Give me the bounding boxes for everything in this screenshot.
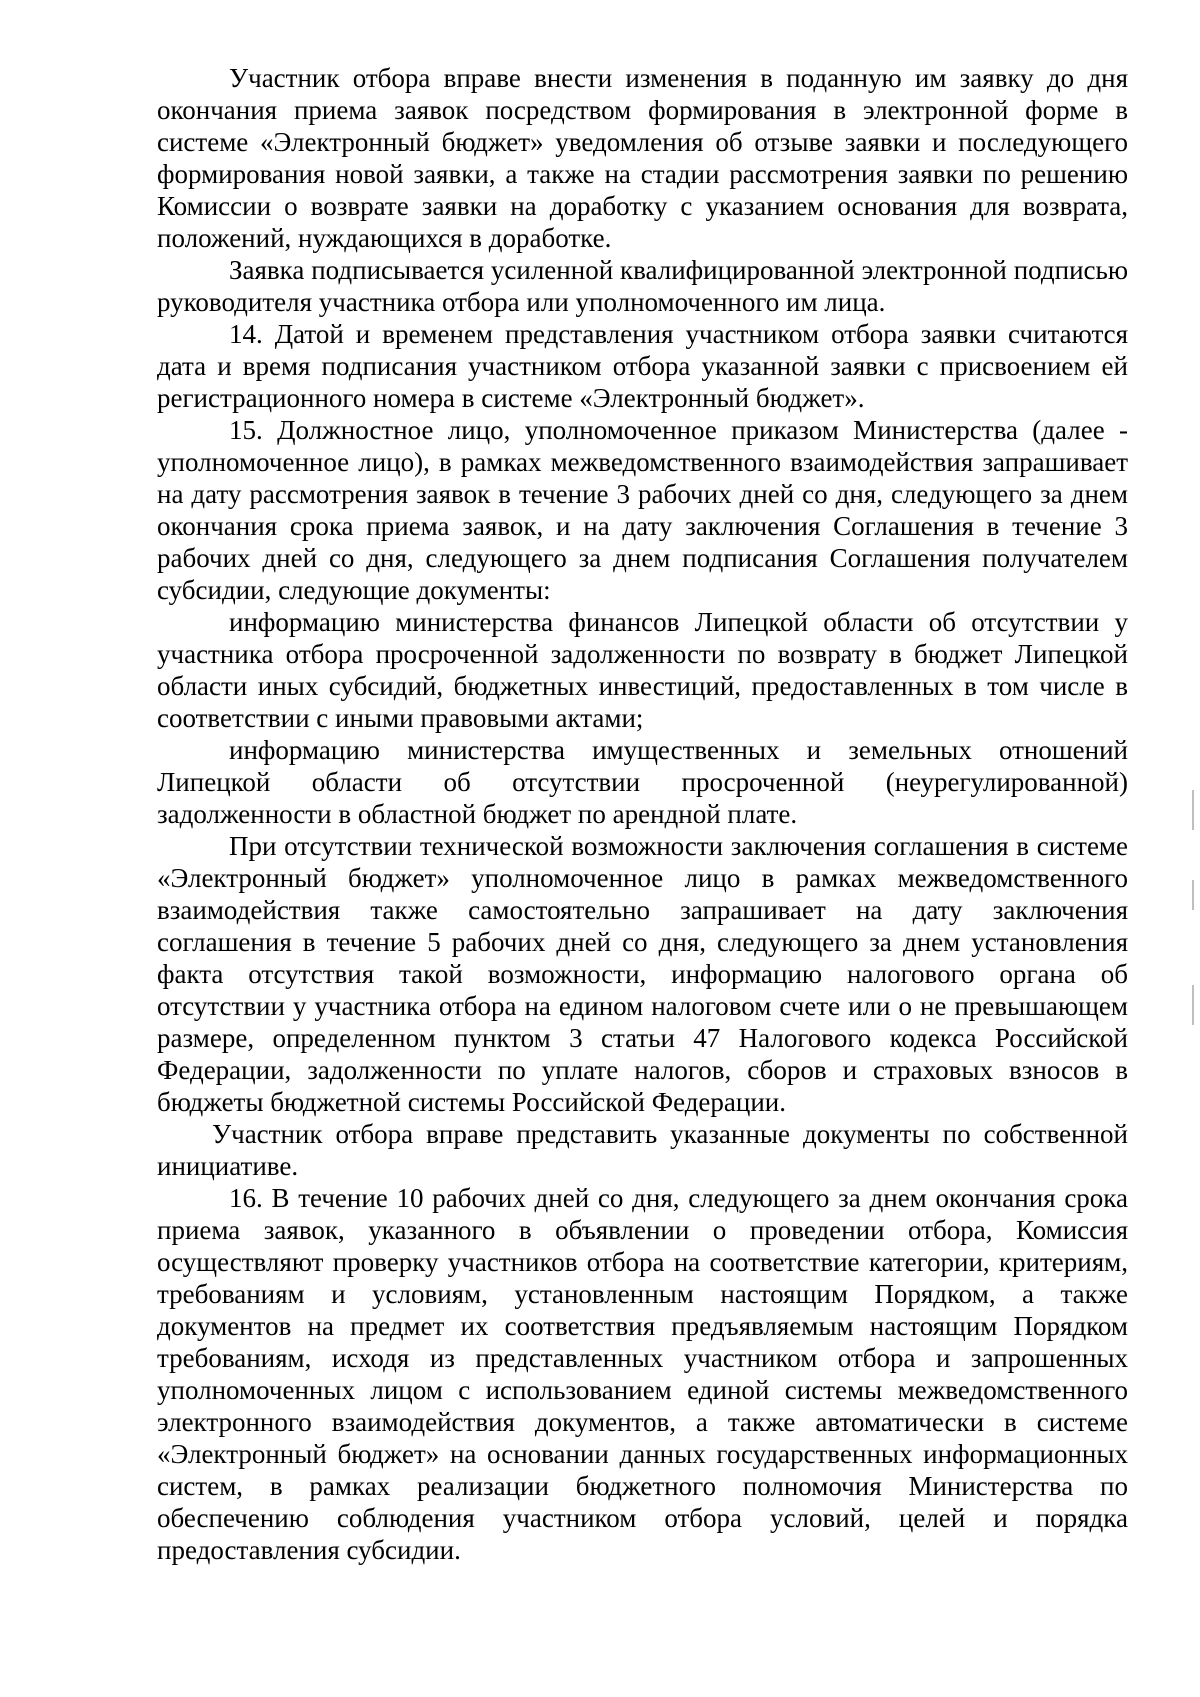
paragraph-tax-info: При отсутствии технической возможности заключения соглашения в системе «Электронный бюджет» уполномоченное лицо в рамках межведомственного взаимодействия также самостоятельно запрашивает на дату заключения соглашения в течение 5 рабочих дней со дня, следующего за днем установления факта отсутствия такой возможности, информацию налогового органа об отсутствии у участника отбора на едином налоговом счете или о не превышающем размере, определенном пунктом 3 статьи 47 Налогового кодекса Российской Федерации, задолженности по уплате налогов, сборов и страховых взносов в бюджеты бюджетной системы Российской Федерации. xyxy=(157,831,1128,1117)
paragraph-item-15: 15. Должностное лицо, уполномоченное приказом Министерства (далее - уполномоченное лицо), в рамках межведомственного взаимодействия запрашивает на дату рассмотрения заявок в течение 3 рабочих дней со дня, следующего за днем окончания срока приема заявок, и на дату заключения Соглашения в течение 3 рабочих дней со дня, следующего за днем подписания Соглашения получателем субсидии, следующие документы: xyxy=(157,415,1128,605)
paragraph-own-initiative: Участник отбора вправе представить указанные документы по собственной инициативе. xyxy=(157,1119,1128,1181)
paragraph-signature: Заявка подписывается усиленной квалифицированной электронной подписью руководителя участника отбора или уполномоченного им лица. xyxy=(157,255,1128,317)
paragraph-item-14: 14. Датой и временем представления участником отбора заявки считаются дата и время подписания участником отбора указанной заявки с присвоением ей регистрационного номера в системе «Электронный бюджет». xyxy=(157,319,1128,413)
paragraph-finance-ministry-info: информацию министерства финансов Липецкой области об отсутствии у участника отбора просроченной задолженности по возврату в бюджет Липецкой области иных субсидий, бюджетных инвестиций, предоставленных в том числе в соответствии с иными правовыми актами; xyxy=(157,607,1128,733)
paragraph-property-ministry-info: информацию министерства имущественных и земельных отношений Липецкой области об отсутствии просроченной (неурегулированной) задолженности в областной бюджет по арендной плате. xyxy=(157,735,1128,829)
document-body xyxy=(157,62,1128,1566)
paragraph-application-changes: Участник отбора вправе внести изменения в поданную им заявку до дня окончания приема заявок посредством формирования в электронной форме в системе «Электронный бюджет» уведомления об отзыве заявки и последующего формирования новой заявки, а также на стадии рассмотрения заявки по решению Комиссии о возврате заявки на доработку с указанием основания для возврата, положений, нуждающихся в доработке. xyxy=(157,63,1128,253)
scan-margin-mark xyxy=(1192,880,1194,910)
scan-margin-mark xyxy=(1192,790,1194,830)
paragraph-item-16: 16. В течение 10 рабочих дней со дня, следующего за днем окончания срока приема заявок, указанного в объявлении о проведении отбора, Комиссия осуществляют проверку участников отбора на соответствие категории, критериям, требованиям и условиям, установленным настоящим Порядком, а также документов на предмет их соответствия предъявляемым настоящим Порядком требованиям, исходя из представленных участником отбора и запрошенных уполномоченных лицом с использованием единой системы межведомственного электронного взаимодействия документов, а также автоматически в системе «Электронный бюджет» на основании данных государственных информационных систем, в рамках реализации бюджетного полномочия Министерства по обеспечению соблюдения участником отбора условий, целей и порядка предоставления субсидии. xyxy=(157,1183,1128,1565)
scan-margin-mark xyxy=(1192,985,1194,1025)
